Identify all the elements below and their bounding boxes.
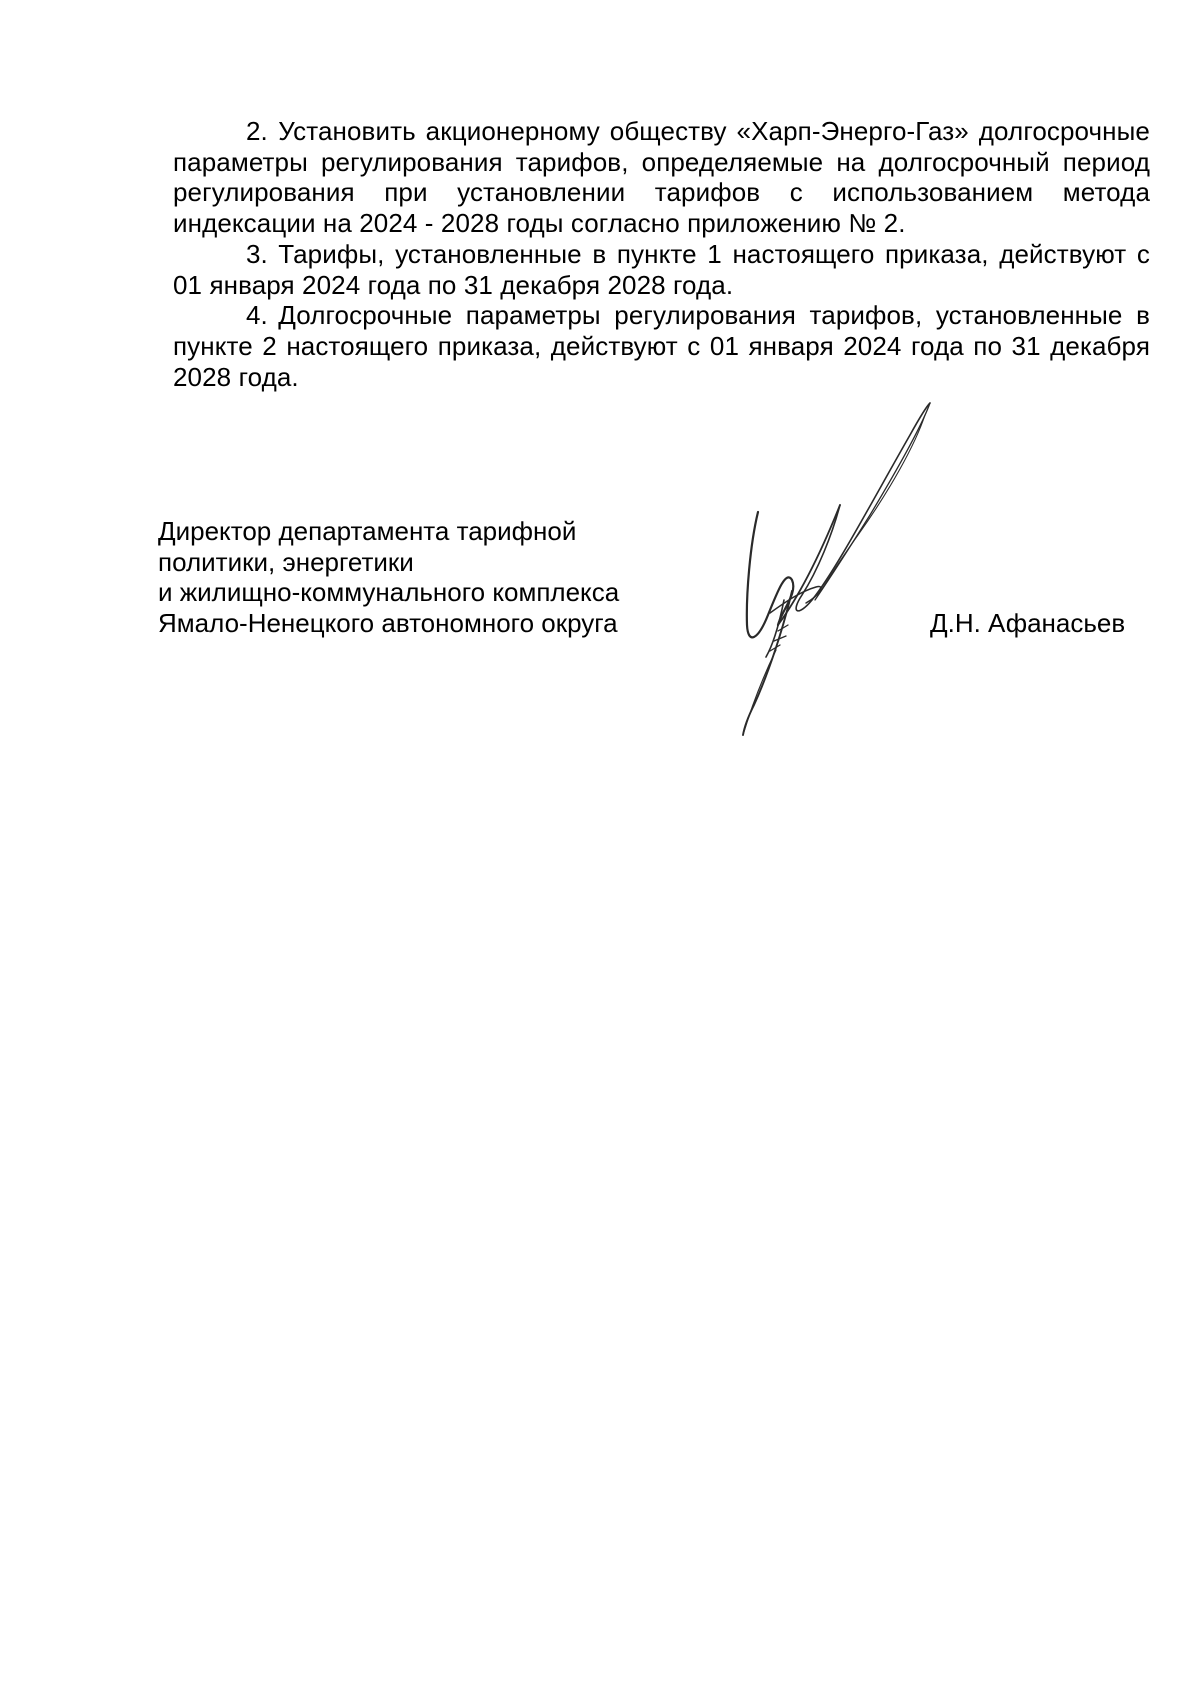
- paragraph-4: [173, 300, 1150, 392]
- signatory-position: [158, 516, 678, 638]
- paragraph-number: 4.: [246, 300, 268, 331]
- paragraph-2: [173, 116, 1150, 239]
- paragraph-text: Тарифы, установленные в пункте 1 настоящего приказа, действуют с 01 января 2024 года по 31 декабря 2028 года.: [173, 238, 1150, 300]
- paragraph-text: Долгосрочные параметры регулирования тарифов, установленные в пункте 2 настоящего приказа, действуют с 01 января 2024 года по 31 декабря 2028 года.: [173, 300, 1150, 392]
- signature-stroke: [796, 403, 930, 611]
- position-line: и жилищно-коммунального комплекса: [158, 577, 620, 607]
- paragraph-3: [173, 239, 1150, 300]
- signer-name: Д.Н. Афанасьев: [930, 608, 1126, 638]
- signature-stroke: [747, 512, 793, 637]
- position-line: политики, энергетики: [158, 546, 414, 577]
- handwritten-signature: [740, 395, 980, 765]
- paragraph-number: 2.: [246, 116, 268, 146]
- paragraph-text: Установить акционерному обществу «Харп-Энерго-Газ» долгосрочные параметры регулирования тарифов, определяемые на долгосрочный период регулирования при установлении тарифов с использованием метода индексации на 2024 - 2028 годы согласно приложению № 2.: [173, 116, 1150, 239]
- position-line: Директор департамента тарифной: [158, 516, 577, 546]
- paragraph-number: 3.: [246, 238, 268, 269]
- order-body: [173, 116, 1150, 392]
- position-line: Ямало-Ненецкого автономного округа: [158, 607, 618, 638]
